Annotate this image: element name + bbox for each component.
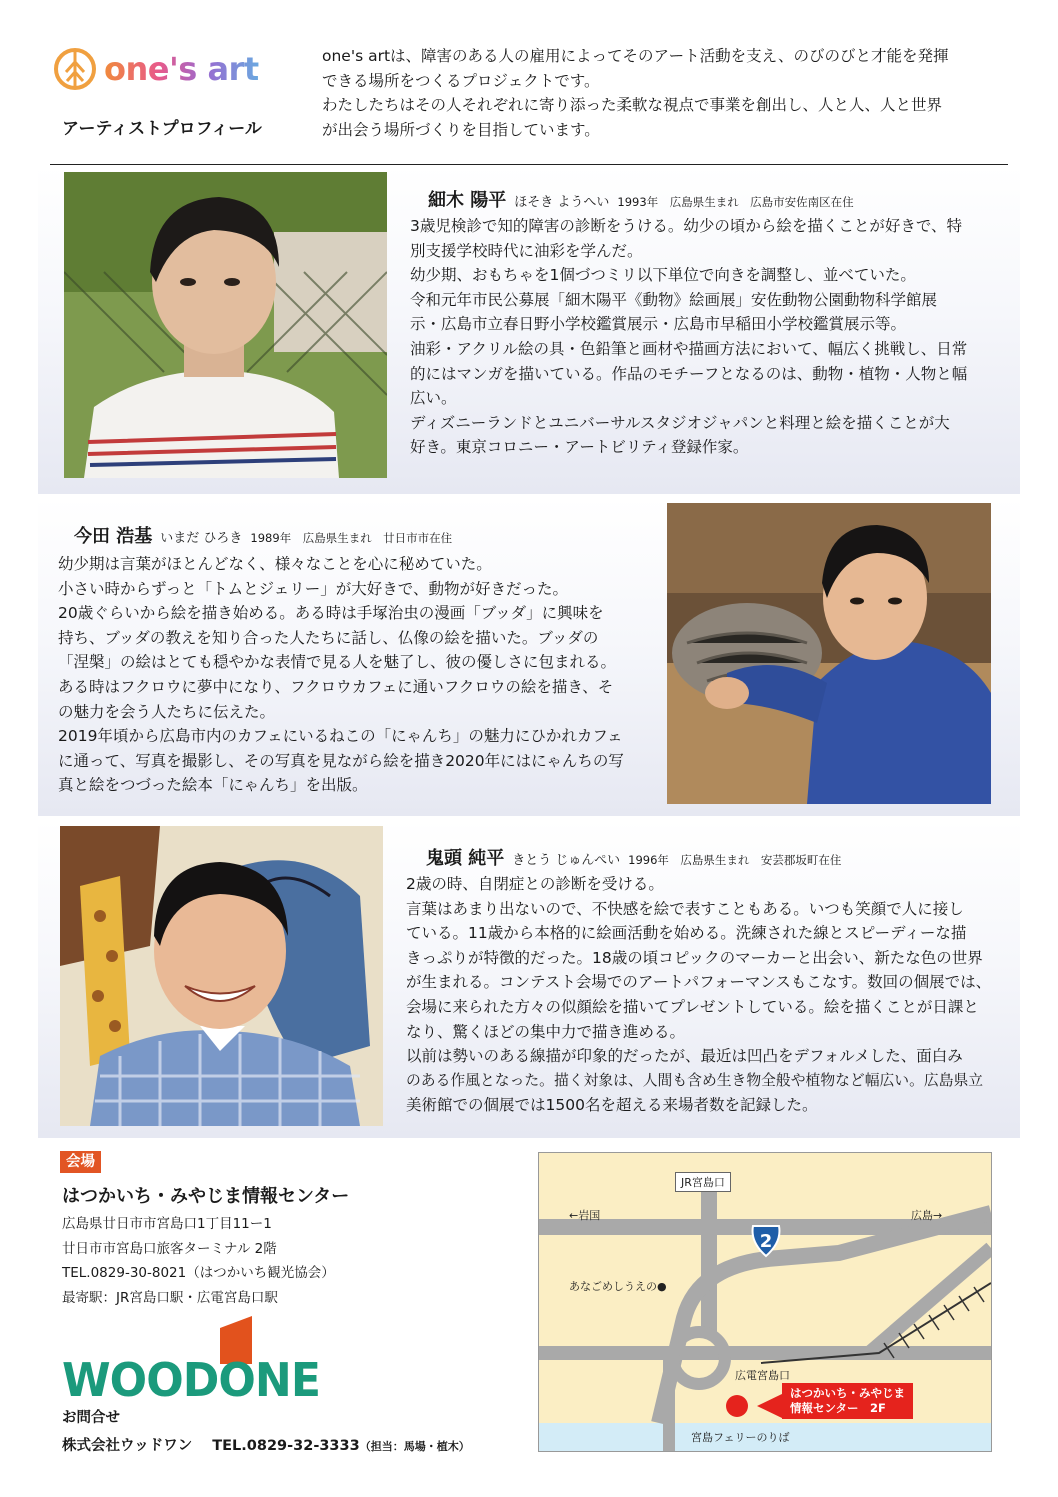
peace-leaf-icon (52, 46, 98, 92)
woodone-brand-text: WOODONE (62, 1353, 320, 1402)
artist-meta: 1993年 広島県生まれ 広島市安佐南区在住 (617, 195, 854, 209)
artist-kana: ほそき ようへい (514, 195, 610, 210)
bio-line: 好き。東京コロニー・アートビリティ登録作家。 (410, 438, 749, 457)
access-map (538, 1152, 992, 1452)
bio-line: が生まれる。コンテスト会場でのアートパフォーマンスもこなす。数回の個展では、 (406, 973, 992, 992)
logo-text: one's art (104, 50, 259, 88)
bio-line: 的にはマンガを描いている。作品のモチーフとなるのは、動物・植物・人物と幅 (410, 364, 968, 383)
artist-bio (58, 552, 624, 798)
bio-line: 会場に来られた方々の似顔絵を描いてプレゼントしている。絵を描くことが日課と (406, 997, 979, 1016)
destination-line: 情報センター 2F (790, 1401, 886, 1415)
contact-line (62, 1434, 470, 1455)
header-divider (50, 164, 1008, 165)
map-label-hiroden-station: 広電宮島口 (735, 1369, 790, 1382)
bio-line: 別支援学校時代に油彩を学んだ。 (410, 241, 643, 260)
venue-badge: 会場 (60, 1151, 101, 1173)
bio-line: 持ち、ブッダの教えを知り合った人たちに話し、仏像の絵を描いた。ブッダの (58, 628, 599, 647)
bio-line: のある作風となった。描く対象は、人間も含め生き物全般や植物など幅広い。広島県立 (406, 1071, 984, 1089)
bio-line: 以前は勢いのある線描が印象的だったが、最近は凹凸をデフォルメした、面白み (406, 1047, 963, 1066)
bio-line: 「涅槃」の絵はとても穏やかな表情で見る人を魅了し、彼の優しさに包まれる。 (58, 653, 617, 672)
intro-line: わたしたちはその人それぞれに寄り添った柔軟な視点で事業を創出し、人と人、人と世界 (322, 96, 943, 114)
venue-address: 広島県廿日市市宮島口1丁目11ー1 (62, 1216, 272, 1232)
artist-panel-kito (38, 820, 1020, 1138)
artist-kana: きとう じゅんぺい (512, 853, 621, 868)
contact-phone: TEL.0829-32-3333 (212, 1438, 360, 1454)
map-drawing (539, 1153, 991, 1451)
artist-bio (410, 214, 967, 460)
bio-line: 3歳児検診で知的障害の診断をうける。幼少の頃から絵を描くことが好きで、特 (410, 217, 963, 235)
bio-line: ている。11歳から本格的に絵画活動を始める。洗練された線とスピーディーな描 (406, 924, 967, 943)
map-destination-label (782, 1383, 913, 1419)
venue-details (62, 1212, 335, 1310)
intro-line: できる場所をつくるプロジェクトです。 (322, 71, 600, 90)
bio-line: 油彩・アクリル絵の具・色鉛筆と画材や描画方法において、幅広く挑戦し、日常 (410, 339, 968, 358)
bio-line: 幼少期は言葉がほとんどなく、様々なことを心に秘めていた。 (58, 555, 492, 573)
bio-line: 言葉はあまり出ないので、不快感を絵で表すこともある。いつも笑顔で人に接し (406, 899, 964, 918)
bio-line: 2019年頃から広島市内のカフェにいるねこの「にゃんち」の魅力にひかれカフェ (58, 727, 623, 746)
artist-bio (406, 872, 991, 1118)
artist-heading (74, 522, 452, 548)
profile-title: アーティストプロフィール (62, 119, 262, 139)
ones-art-logo (52, 46, 292, 92)
artist-name: 今田 浩基 (74, 526, 153, 547)
venue-phone: TEL.0829-30-8021（はつかいち観光協会） (62, 1265, 335, 1281)
destination-line: はつかいち・みやじま (790, 1386, 905, 1400)
bio-line: 広い。 (410, 389, 457, 408)
bio-line: ディズニーランドとユニバーサルスタジオジャパンと料理と絵を描くことが大 (410, 413, 950, 432)
artist-name: 細木 陽平 (428, 190, 507, 211)
intro-text (322, 44, 1012, 142)
venue-name: はつかいち・みやじま情報センター (62, 1186, 350, 1207)
artist-heading (426, 844, 841, 870)
map-label-ferry: 宮島フェリーのりば (691, 1431, 790, 1444)
bio-line: なり、驚くほどの集中力で描き進める。 (406, 1022, 686, 1041)
map-label-iwakuni: ←岩国 (569, 1209, 601, 1222)
contact-label: お問合せ (62, 1410, 120, 1426)
venue-building: 廿日市市宮島口旅客ターミナル 2階 (62, 1240, 277, 1257)
bio-line: 幼少期、おもちゃを1個づつミリ以下単位で向きを調整し、並べていた。 (410, 266, 916, 285)
bio-line: 令和元年市民公募展「細木陽平《動物》絵画展」安佐動物公園動物科学館展 (410, 290, 938, 309)
bio-line: 20歳ぐらいから絵を描き始める。ある時は手塚治虫の漫画「ブッダ」に興味を (58, 604, 604, 623)
destination-marker (726, 1395, 748, 1417)
route-2-sign-icon (748, 1222, 784, 1258)
map-label-jr-station: JR宮島口 (675, 1172, 731, 1192)
bio-line: 示・広島市立春日野小学校鑑賞展示・広島市早稲田小学校鑑賞展示等。 (410, 315, 907, 334)
map-label-hiroshima: 広島→ (911, 1209, 943, 1222)
artist-photo-hosoki (64, 172, 387, 478)
contact-company: 株式会社ウッドワン (62, 1438, 193, 1454)
bio-line: 2歳の時、自閉症との診断を受ける。 (406, 875, 664, 893)
svg-text:2: 2 (759, 1231, 773, 1252)
contact-note: （担当：馬場・植木） (359, 1440, 470, 1453)
artist-panel-imada (38, 498, 1020, 816)
artist-meta: 1996年 広島県生まれ 安芸郡坂町在住 (628, 853, 842, 867)
bio-line: の魅力を会う人たちに伝えた。 (58, 702, 276, 721)
bio-line: ある時はフクロウに夢中になり、フクロウカフェに通いフクロウの絵を描き、そ (58, 677, 614, 696)
bio-line: 小さい時からずっと「トムとジェリー」が大好きで、動物が好きだった。 (58, 579, 568, 598)
artist-photo-kito (60, 826, 383, 1126)
map-label-anagomeshi-ueno: あなごめしうえの● (569, 1280, 667, 1293)
bio-line: きっぷりが特徴的だった。18歳の頃コピックのマーカーと出会い、新たな色の世界 (406, 948, 983, 967)
artist-name: 鬼頭 純平 (426, 848, 505, 869)
bio-line: 真と絵をつづった絵本「にゃんち」を出版。 (58, 776, 368, 795)
artist-photo-imada (667, 503, 991, 804)
intro-line: が出会う場所づくりを目指しています。 (322, 120, 600, 139)
bio-line: に通って、写真を撮影し、その写真を見ながら絵を描き2020年にはにゃんちの写 (58, 751, 624, 770)
artist-kana: いまだ ひろき (160, 531, 243, 546)
venue-nearest-station: 最寄駅：JR宮島口駅・広電宮島口駅 (62, 1289, 278, 1306)
artist-panel-hosoki (38, 166, 1020, 494)
woodone-logo (62, 1316, 322, 1402)
artist-meta: 1989年 広島県生まれ 廿日市市在住 (250, 531, 453, 545)
artist-heading (428, 186, 854, 212)
bio-line: 美術館での個展では1500名を超える来場者数を記録した。 (406, 1096, 818, 1115)
intro-line: one's artは、障害のある人の雇用によってそのアート活動を支え、のびのびと才能を発揮 (322, 47, 949, 65)
